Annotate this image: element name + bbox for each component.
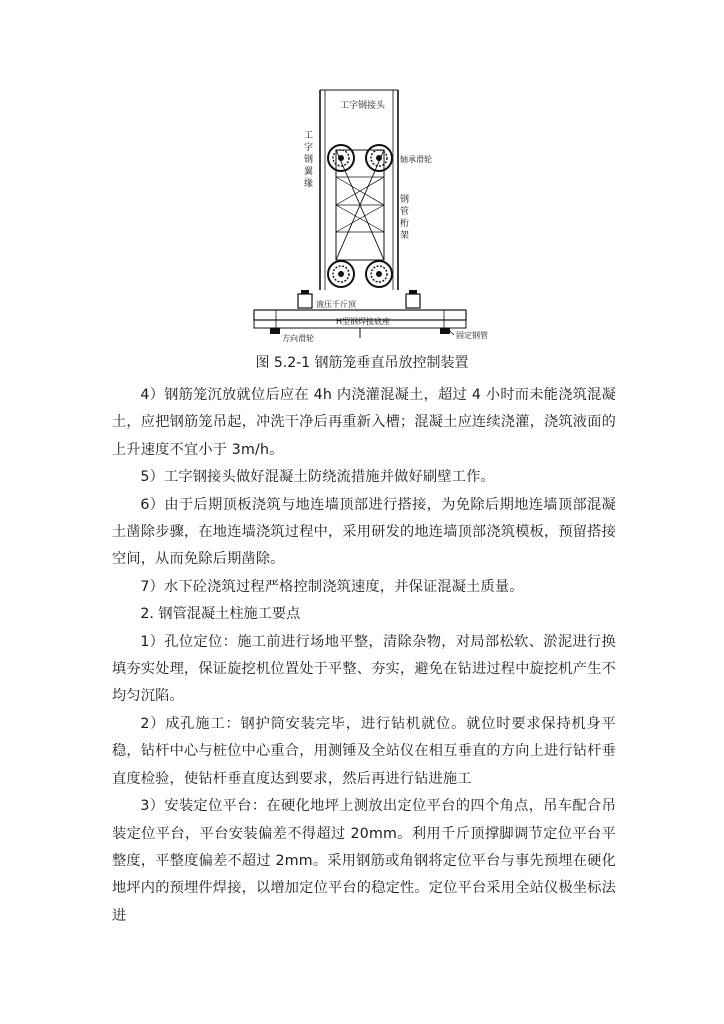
paragraph-7: 7）水下砼浇筑过程严格控制浇筑速度，并保证混凝土质量。 <box>140 578 524 595</box>
bearing-pulley-bottom-right <box>366 261 392 287</box>
label-direction-wheel: 方向滑轮 <box>282 334 314 343</box>
label-jack: 液压千斤顶 <box>316 300 356 309</box>
direction-wheel-left <box>270 328 280 334</box>
hydraulic-jack-right <box>406 294 420 308</box>
label-left-vertical-4: 翼 <box>304 167 314 177</box>
label-right-vertical-1: 钢 <box>400 195 410 205</box>
bearing-pulley-top-right <box>366 145 392 171</box>
direction-wheel-right <box>440 328 450 334</box>
label-right-vertical-2: 管 <box>400 207 410 217</box>
fixed-pipe-leader <box>450 331 454 335</box>
bearing-pulley-top-left <box>328 145 354 171</box>
label-left-vertical-5: 缘 <box>304 179 314 189</box>
jack-cap-right <box>409 290 417 294</box>
figure-caption: 图 5.2-1 钢筋笼垂直吊放控制装置 <box>255 355 469 371</box>
label-bearing: 轴承滑轮 <box>400 155 432 164</box>
paragraph-4: 4）钢筋笼沉放就位后应在 4h 内浇灌混凝土，超过 4 小时而未能浇筑混凝土，应把钢筋笼吊起，冲洗干净后再重新入槽；混凝土应连续浇灌，浇筑液面的上升速度不宜小于 3m/h。 <box>112 387 616 458</box>
paragraph-hole-positioning: 1）孔位定位：施工前进行场地平整，清除杂物，对局部松软、淤泥进行换填夯实处理，保证旋挖机位置处于平整、夯实，避免在钻进过程中旋挖机产生不均匀沉陷。 <box>112 633 616 705</box>
label-right-vertical-3: 桁 <box>400 219 410 229</box>
paragraph-5: 5）工字钢接头做好混凝土防绕流措施并做好刷壁工作。 <box>140 469 495 486</box>
label-left-vertical-3: 钢 <box>304 155 314 165</box>
jack-cap-left <box>301 290 309 294</box>
body-text <box>112 382 616 930</box>
label-fixed-pipe: 固定钢管 <box>456 331 488 340</box>
label-left-vertical-1: 工 <box>304 131 314 141</box>
paragraph-platform-install: 3）安装定位平台：在硬化地坪上测放出定位平台的四个角点，吊车配合吊装定位平台，平台安装偏差不得超过 20mm。利用千斤顶撑脚调节定位平台平整度，平整度偏差不超过 2mm。采用钢筋或角钢将定位平台与事先预埋在硬化地坪内的预埋件焊接，以增加定位平台的稳定性。定位平台采用全站仪极坐标法进 <box>112 798 616 924</box>
device-diagram <box>240 82 540 344</box>
label-left-vertical-2: 字 <box>304 143 314 153</box>
paragraph-hole-forming: 2）成孔施工：钢护筒安装完毕，进行钻机就位。就位时要求保持机身平稳，钻杆中心与桩位中心重合，用测锤及全站仪在相互垂直的方向上进行钻杆垂直度检验，使钻杆垂直度达到要求，然后再进行钻进施工 <box>112 715 616 787</box>
bearing-pulley-bottom-left <box>328 261 354 287</box>
label-base: H型钢焊接底座 <box>336 317 391 326</box>
label-top-head: 工字钢接头 <box>340 101 386 111</box>
label-right-vertical-4: 架 <box>400 231 410 241</box>
section-heading: 2. 钢管混凝土柱施工要点 <box>140 606 301 623</box>
paragraph-6: 6）由于后期顶板浇筑与地连墙顶部进行搭接，为免除后期地连墙顶部混凝土凿除步骤，在地连墙浇筑过程中，采用研发的地连墙顶部浇筑模板，预留搭接空间，从而免除后期凿除。 <box>112 496 616 568</box>
hydraulic-jack-left <box>298 294 312 308</box>
figure-steel-cage-device <box>240 82 540 344</box>
